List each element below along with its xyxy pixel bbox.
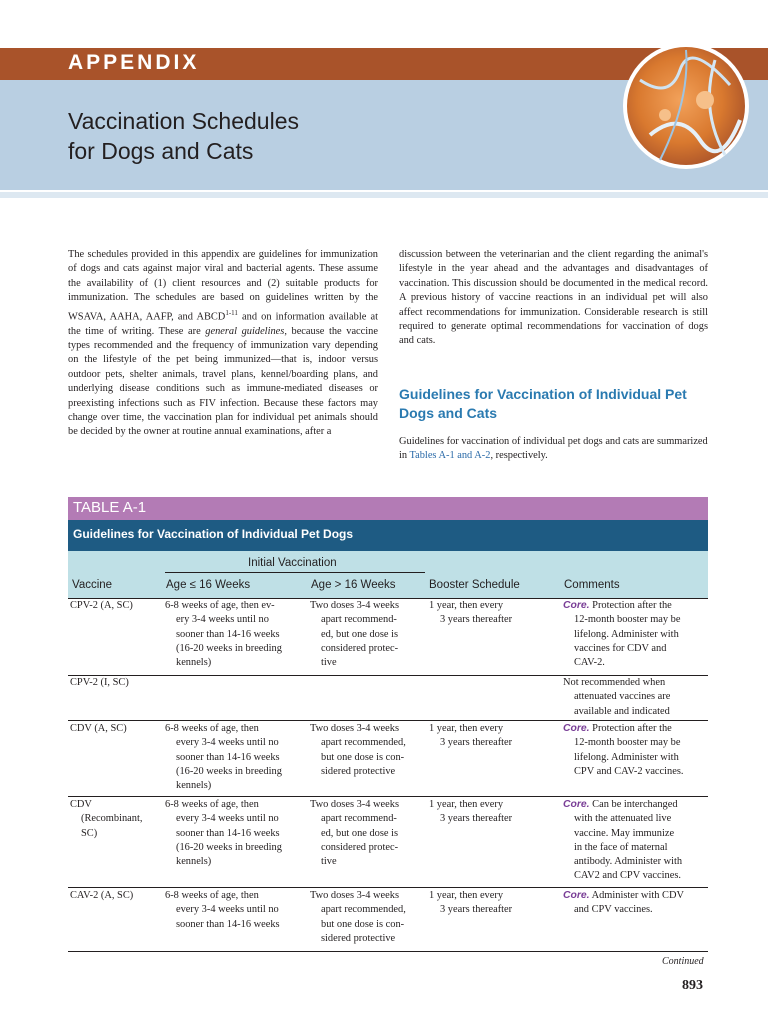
table-row-cdv-recombinant-vaccine: CDV (Recombinant, SC) — [70, 799, 143, 839]
title-rule — [0, 192, 768, 198]
table-row-cdv-recombinant-older: Two doses 3-4 weeks apart recommend- ed, but one dose is considered protec- tive — [310, 799, 400, 868]
initial-vaccination-rule — [165, 572, 425, 573]
table-row-cav2-vaccine: CAV-2 (A, SC) — [70, 890, 134, 901]
table-label: TABLE A-1 — [73, 499, 147, 516]
row-divider — [68, 796, 708, 797]
table-row-cav2-comments: Core. Administer with CDV and CPV vaccines. — [563, 890, 684, 916]
intro-paragraph-left: The schedules provided in this appendix are guidelines for immunization of dogs and cats against major viral and bacterial agents. These assume the availability of (1) client resources and (2) suitable products for immunization. The schedules are based on guidelines written by the WSAVA, AAHA, AAFP, and ABCD$^{1-11}$ and on information available at the time of writing. These are general guidelines, because the vaccine types recommended and the frequency of immunization vary depending on the lifestyle of the pet being immunized—that is, indoor versus outdoor pets, shelter animals, travel plans, kennel/boarding plans, and underlying disease conditions such as immune-mediated diseases or preexisting infections such as FIV infection. Because these factors may change over time, the vaccination plan for individual pet animals should be decided by the owner at routine annual examinations, after a — [68, 249, 378, 438]
page-title-line-1: Vaccination Schedules — [68, 108, 299, 134]
table-row-cdv-a-comments: Core. Protection after the 12-month booster may be lifelong. Administer with CPV and CAV-2 vaccines. — [563, 723, 684, 777]
continued-note: Continued — [662, 956, 704, 967]
table-bottom-rule — [68, 951, 708, 952]
table-label-bar — [68, 497, 708, 520]
core-badge: Core. — [563, 600, 590, 611]
table-row-cav2-young: 6-8 weeks of age, then every 3-4 weeks until no sooner than 14-16 weeks — [165, 890, 280, 930]
table-row-cdv-a-older: Two doses 3-4 weeks apart recommended, but one dose is con- sidered protective — [310, 723, 406, 777]
table-row-cdv-a-booster: 1 year, then every 3 years thereafter — [429, 723, 513, 749]
column-header-booster: Booster Schedule — [429, 579, 520, 591]
page-number: 893 — [682, 978, 703, 993]
section-body: Guidelines for vaccination of individual pet dogs and cats are summarized in Tables A-1 and A-2, respectively. — [399, 436, 708, 462]
table-row-cpv2-a-older: Two doses 3-4 weeks apart recommend- ed, but one dose is considered protec- tive — [310, 600, 400, 669]
intro-paragraph-right: discussion between the veterinarian and the client regarding the animal's lifestyle in the year ahead and the advantages and disadvantages of vaccination. This discussion should be documented in the medical record. A previous history of vaccine reactions in an individual pet will also affect recommendations for immunization. Considerable research is still required to generate optimal recommendations for vaccination of dogs and cats. — [399, 249, 708, 347]
core-badge: Core. — [563, 890, 590, 901]
intro-left-column — [68, 248, 378, 440]
microscopy-emblem-image — [620, 40, 752, 172]
row-divider — [68, 720, 708, 721]
appendix-label: APPENDIX — [68, 51, 200, 74]
table-row-cav2-older: Two doses 3-4 weeks apart recommended, but one dose is con- sidered protective — [310, 890, 406, 944]
column-header-age-over-16: Age > 16 Weeks — [311, 579, 396, 591]
core-badge: Core. — [563, 799, 590, 810]
row-divider — [68, 887, 708, 888]
table-row-cpv2-i-comments: Not recommended when attenuated vaccines are available and indicated — [563, 677, 671, 717]
column-header-comments: Comments — [564, 579, 620, 591]
column-header-age-under-16: Age ≤ 16 Weeks — [166, 579, 251, 591]
column-header-vaccine: Vaccine — [72, 579, 113, 591]
intro-right-column — [399, 248, 708, 349]
table-row-cpv2-a-booster: 1 year, then every 3 years thereafter — [429, 600, 513, 626]
table-row-cpv2-i-vaccine: CPV-2 (I, SC) — [70, 677, 129, 688]
table-reference-link[interactable]: Tables A-1 and A-2 — [409, 450, 491, 462]
table-row-cpv2-a-comments: Core. Protection after the 12-month booster may be lifelong. Administer with vaccines for CDV and CAV-2. — [563, 600, 681, 669]
section-heading: Guidelines for Vaccination of Individual Pet Dogs and Cats — [399, 386, 687, 421]
table-row-cdv-recombinant-comments: Core. Can be interchanged with the attenuated live vaccine. May immunize in the face of maternal antibody. Administer with CAV2 and CPV vaccines. — [563, 799, 683, 882]
page-title-line-2: for Dogs and Cats — [68, 138, 254, 164]
table-row-cdv-recombinant-young: 6-8 weeks of age, then every 3-4 weeks until no sooner than 14-16 weeks (16-20 weeks in breeding kennels) — [165, 799, 282, 868]
table-row-cdv-a-young: 6-8 weeks of age, then every 3-4 weeks until no sooner than 14-16 weeks (16-20 weeks in breeding kennels) — [165, 723, 282, 792]
table-row-cdv-a-vaccine: CDV (A, SC) — [70, 723, 127, 734]
table-row-cdv-recombinant-booster: 1 year, then every 3 years thereafter — [429, 799, 513, 825]
table-row-cpv2-a-young: 6-8 weeks of age, then ev- ery 3-4 weeks until no sooner than 14-16 weeks (16-20 weeks in breeding kennels) — [165, 600, 282, 669]
table-row-cpv2-a-vaccine: CPV-2 (A, SC) — [70, 600, 133, 611]
table-title: Guidelines for Vaccination of Individual Pet Dogs — [73, 527, 354, 541]
initial-vaccination-header: Initial Vaccination — [248, 557, 337, 569]
table-row-cav2-booster: 1 year, then every 3 years thereafter — [429, 890, 513, 916]
core-badge: Core. — [563, 723, 590, 734]
page-title — [68, 106, 299, 166]
table-title-bar — [68, 520, 708, 551]
